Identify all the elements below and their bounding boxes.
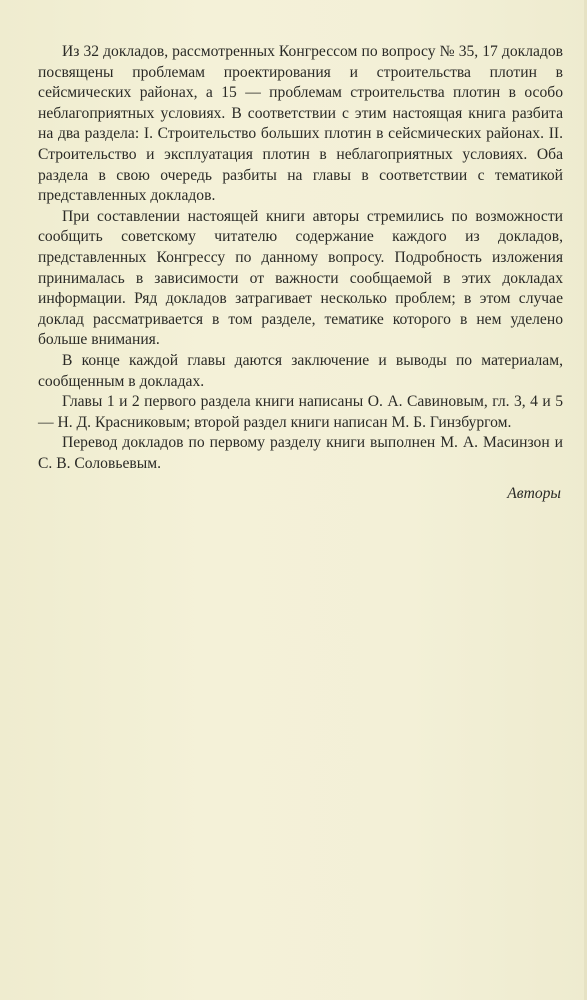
paragraph-3: В конце каждой главы даются заключение и выводы по материалам, сообщенным в докладах. — [38, 351, 563, 390]
paragraph-1: Из 32 докладов, рассмотренных Конгрессом по вопросу № 35, 17 докладов посвящены проблемам проектирования и строительства плотин в сейсмических районах, а 15 — проблемам строительства плотин в особо неблагоприятных условиях. В соответствии с этим настоящая книга разбита на два раздела: I. Строительство больших плотин в сейсмических районах. II. Строительство и эксплуатация плотин в неблагоприятных условиях. Оба раздела в свою очередь разбиты на главы в соответствии с тематикой представленных докладов. — [38, 43, 563, 205]
paragraph-5: Перевод докладов по первому разделу книги выполнен М. А. Масинзон и С. В. Соловьевым. — [38, 434, 563, 472]
paragraph-2: При составлении настоящей книги авторы стремились по возможности сообщить советскому читателю содержание каждого из докладов, представленных Конгрессу по данному вопросу. Подробность изложения принималась в зависимости от важности сообщаемой в этих докладах информации. Ряд докладов затрагивает несколько проблем; в этом случае доклад рассматривается в том разделе, тематике которого в нем уделено больше внимания. — [38, 207, 563, 349]
authors-signature: Авторы — [507, 485, 561, 503]
paragraph-4: Главы 1 и 2 первого раздела книги написаны О. А. Савиновым, гл. 3, 4 и 5 — Н. Д. Красниковым; второй раздел книги написан М. Б. Гинзбургом. — [38, 393, 563, 431]
